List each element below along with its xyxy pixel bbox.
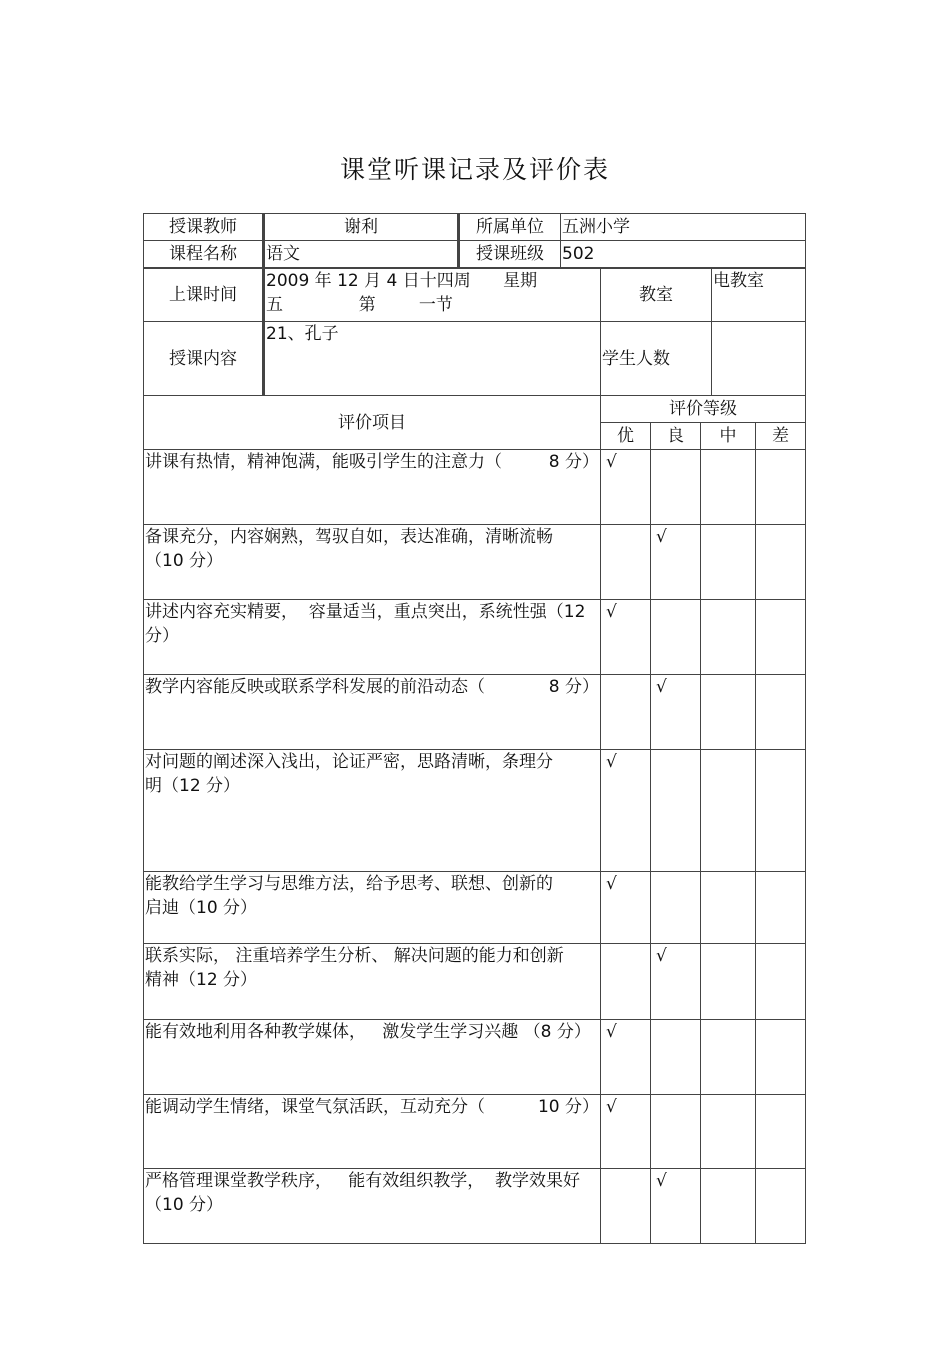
criterion-line-1 bbox=[145, 750, 599, 774]
criterion-line-1 bbox=[145, 1169, 599, 1193]
grade-cell-fair bbox=[701, 1095, 756, 1169]
grade-fair: 中 bbox=[701, 423, 756, 450]
criterion-line-1-text: 讲课有热情，精神饱满，能吸引学生的注意力（ bbox=[145, 452, 502, 472]
class-value: 502 bbox=[561, 241, 806, 268]
grade-cell-poor bbox=[756, 1095, 806, 1169]
info-table-top bbox=[143, 213, 806, 268]
check-mark: √ bbox=[606, 602, 617, 622]
grade-cell-good bbox=[651, 1095, 701, 1169]
students-label: 学生人数 bbox=[601, 322, 712, 396]
criterion-line-1 bbox=[145, 450, 599, 474]
grade-cell-fair bbox=[701, 675, 756, 750]
grade-cell-poor bbox=[756, 872, 806, 944]
time-line-1: 2009 年 12 月 4 日十四周 星期 bbox=[266, 271, 538, 291]
check-mark: √ bbox=[606, 452, 617, 472]
grade-cell-fair bbox=[701, 750, 756, 872]
check-mark: √ bbox=[656, 677, 667, 697]
criterion-row bbox=[144, 1095, 806, 1169]
criterion-line-1-text: 联系实际， 注重培养学生分析、 解决问题的能力和创新 bbox=[145, 946, 564, 966]
criterion-row bbox=[144, 450, 806, 525]
criterion-text bbox=[144, 675, 601, 750]
criterion-text bbox=[144, 872, 601, 944]
grade-cell-good bbox=[651, 450, 701, 525]
criterion-row bbox=[144, 872, 806, 944]
criterion-row bbox=[144, 675, 806, 750]
criterion-line-1-text: 教学内容能反映或联系学科发展的前沿动态（ bbox=[145, 677, 485, 697]
criterion-text bbox=[144, 525, 601, 600]
grade-cell-excellent bbox=[601, 872, 651, 944]
grade-cell-good bbox=[651, 872, 701, 944]
time-value bbox=[264, 269, 601, 322]
criterion-row bbox=[144, 600, 806, 675]
criterion-line-2: 启迪（10 分） bbox=[145, 898, 258, 918]
criterion-row bbox=[144, 750, 806, 872]
check-mark: √ bbox=[656, 527, 667, 547]
grade-cell-fair bbox=[701, 944, 756, 1020]
criterion-line-1 bbox=[145, 525, 599, 549]
criterion-line-2: （10 分） bbox=[145, 1195, 224, 1215]
criterion-line-1-text: 能有效地利用各种教学媒体， 激发学生学习兴趣 （8 分） bbox=[145, 1022, 591, 1042]
criterion-points: 10 分） bbox=[537, 1097, 599, 1117]
check-mark: √ bbox=[656, 946, 667, 966]
criterion-line-1-text: 讲述内容充实精要， 容量适当，重点突出，系统性强（12 bbox=[145, 602, 586, 622]
grade-cell-excellent bbox=[601, 750, 651, 872]
room-value: 电教室 bbox=[712, 269, 806, 322]
unit-label: 所属单位 bbox=[459, 214, 561, 241]
content-value: 21、孔子 bbox=[264, 322, 601, 396]
check-mark: √ bbox=[656, 1171, 667, 1191]
grade-good: 良 bbox=[651, 423, 701, 450]
criterion-text bbox=[144, 1169, 601, 1244]
grade-cell-excellent bbox=[601, 1095, 651, 1169]
info-table-mid bbox=[143, 268, 806, 396]
criterion-text bbox=[144, 1095, 601, 1169]
grade-header: 评价等级 bbox=[601, 396, 806, 423]
evaluation-table bbox=[143, 395, 806, 1244]
criterion-line-1-text: 备课充分，内容娴熟，驾驭自如，表达准确，清晰流畅 bbox=[145, 527, 553, 547]
teacher-label: 授课教师 bbox=[144, 214, 264, 241]
criterion-line-1-text: 严格管理课堂教学秩序， 能有效组织教学， 教学效果好 bbox=[145, 1171, 581, 1191]
room-label: 教室 bbox=[601, 269, 712, 322]
grade-cell-fair bbox=[701, 600, 756, 675]
grade-cell-excellent bbox=[601, 675, 651, 750]
grade-cell-poor bbox=[756, 450, 806, 525]
criterion-line-2: 明（12 分） bbox=[145, 776, 241, 796]
grade-cell-poor bbox=[756, 750, 806, 872]
criterion-text bbox=[144, 944, 601, 1020]
check-mark: √ bbox=[606, 752, 617, 772]
grade-cell-excellent bbox=[601, 525, 651, 600]
criterion-text bbox=[144, 450, 601, 525]
students-value bbox=[712, 322, 806, 396]
criterion-row bbox=[144, 1169, 806, 1244]
grade-cell-excellent bbox=[601, 1020, 651, 1095]
criterion-line-1 bbox=[145, 944, 599, 968]
criterion-line-1 bbox=[145, 872, 599, 896]
class-label: 授课班级 bbox=[459, 241, 561, 268]
grade-cell-good bbox=[651, 1169, 701, 1244]
check-mark: √ bbox=[606, 1022, 617, 1042]
page-title: 课堂听课记录及评价表 bbox=[339, 155, 610, 184]
grade-cell-poor bbox=[756, 944, 806, 1020]
criterion-points: 8 分） bbox=[548, 452, 599, 472]
grade-cell-excellent bbox=[601, 450, 651, 525]
grade-cell-good bbox=[651, 750, 701, 872]
grade-cell-excellent bbox=[601, 944, 651, 1020]
criterion-row bbox=[144, 944, 806, 1020]
check-mark: √ bbox=[606, 874, 617, 894]
grade-cell-poor bbox=[756, 675, 806, 750]
criterion-line-1 bbox=[145, 600, 599, 624]
grade-cell-fair bbox=[701, 1169, 756, 1244]
grade-cell-good bbox=[651, 1020, 701, 1095]
grade-cell-good bbox=[651, 600, 701, 675]
grade-cell-fair bbox=[701, 1020, 756, 1095]
teacher-value: 谢利 bbox=[264, 214, 459, 241]
grade-poor: 差 bbox=[756, 423, 806, 450]
criterion-line-2: 分） bbox=[145, 626, 179, 646]
criterion-text bbox=[144, 600, 601, 675]
criterion-line-1-text: 能教给学生学习与思维方法，给予思考、联想、创新的 bbox=[145, 874, 553, 894]
grade-cell-poor bbox=[756, 525, 806, 600]
criterion-text bbox=[144, 1020, 601, 1095]
criterion-line-1 bbox=[145, 1020, 599, 1044]
grade-cell-excellent bbox=[601, 1169, 651, 1244]
criterion-text bbox=[144, 750, 601, 872]
check-mark: √ bbox=[606, 1097, 617, 1117]
criterion-line-1-text: 对问题的阐述深入浅出，论证严密，思路清晰，条理分 bbox=[145, 752, 553, 772]
criterion-row bbox=[144, 1020, 806, 1095]
content-label: 授课内容 bbox=[144, 322, 264, 396]
grade-cell-fair bbox=[701, 872, 756, 944]
grade-cell-good bbox=[651, 675, 701, 750]
course-label: 课程名称 bbox=[144, 241, 264, 268]
grade-cell-poor bbox=[756, 600, 806, 675]
unit-value: 五洲小学 bbox=[561, 214, 806, 241]
time-label: 上课时间 bbox=[144, 269, 264, 322]
grade-cell-poor bbox=[756, 1169, 806, 1244]
criterion-line-2: （10 分） bbox=[145, 551, 224, 571]
criterion-points: 8 分） bbox=[548, 677, 599, 697]
criterion-row bbox=[144, 525, 806, 600]
grade-cell-poor bbox=[756, 1020, 806, 1095]
grade-cell-fair bbox=[701, 525, 756, 600]
grade-excellent: 优 bbox=[601, 423, 651, 450]
grade-cell-good bbox=[651, 525, 701, 600]
time-line-2: 五 第 一节 bbox=[266, 295, 453, 315]
criterion-line-1-text: 能调动学生情绪，课堂气氛活跃，互动充分（ bbox=[145, 1097, 485, 1117]
grade-cell-excellent bbox=[601, 600, 651, 675]
course-value: 语文 bbox=[264, 241, 459, 268]
grade-cell-fair bbox=[701, 450, 756, 525]
criterion-line-1 bbox=[145, 675, 599, 699]
criterion-line-1 bbox=[145, 1095, 599, 1119]
grade-cell-good bbox=[651, 944, 701, 1020]
criterion-line-2: 精神（12 分） bbox=[145, 970, 258, 990]
item-header: 评价项目 bbox=[144, 396, 601, 450]
